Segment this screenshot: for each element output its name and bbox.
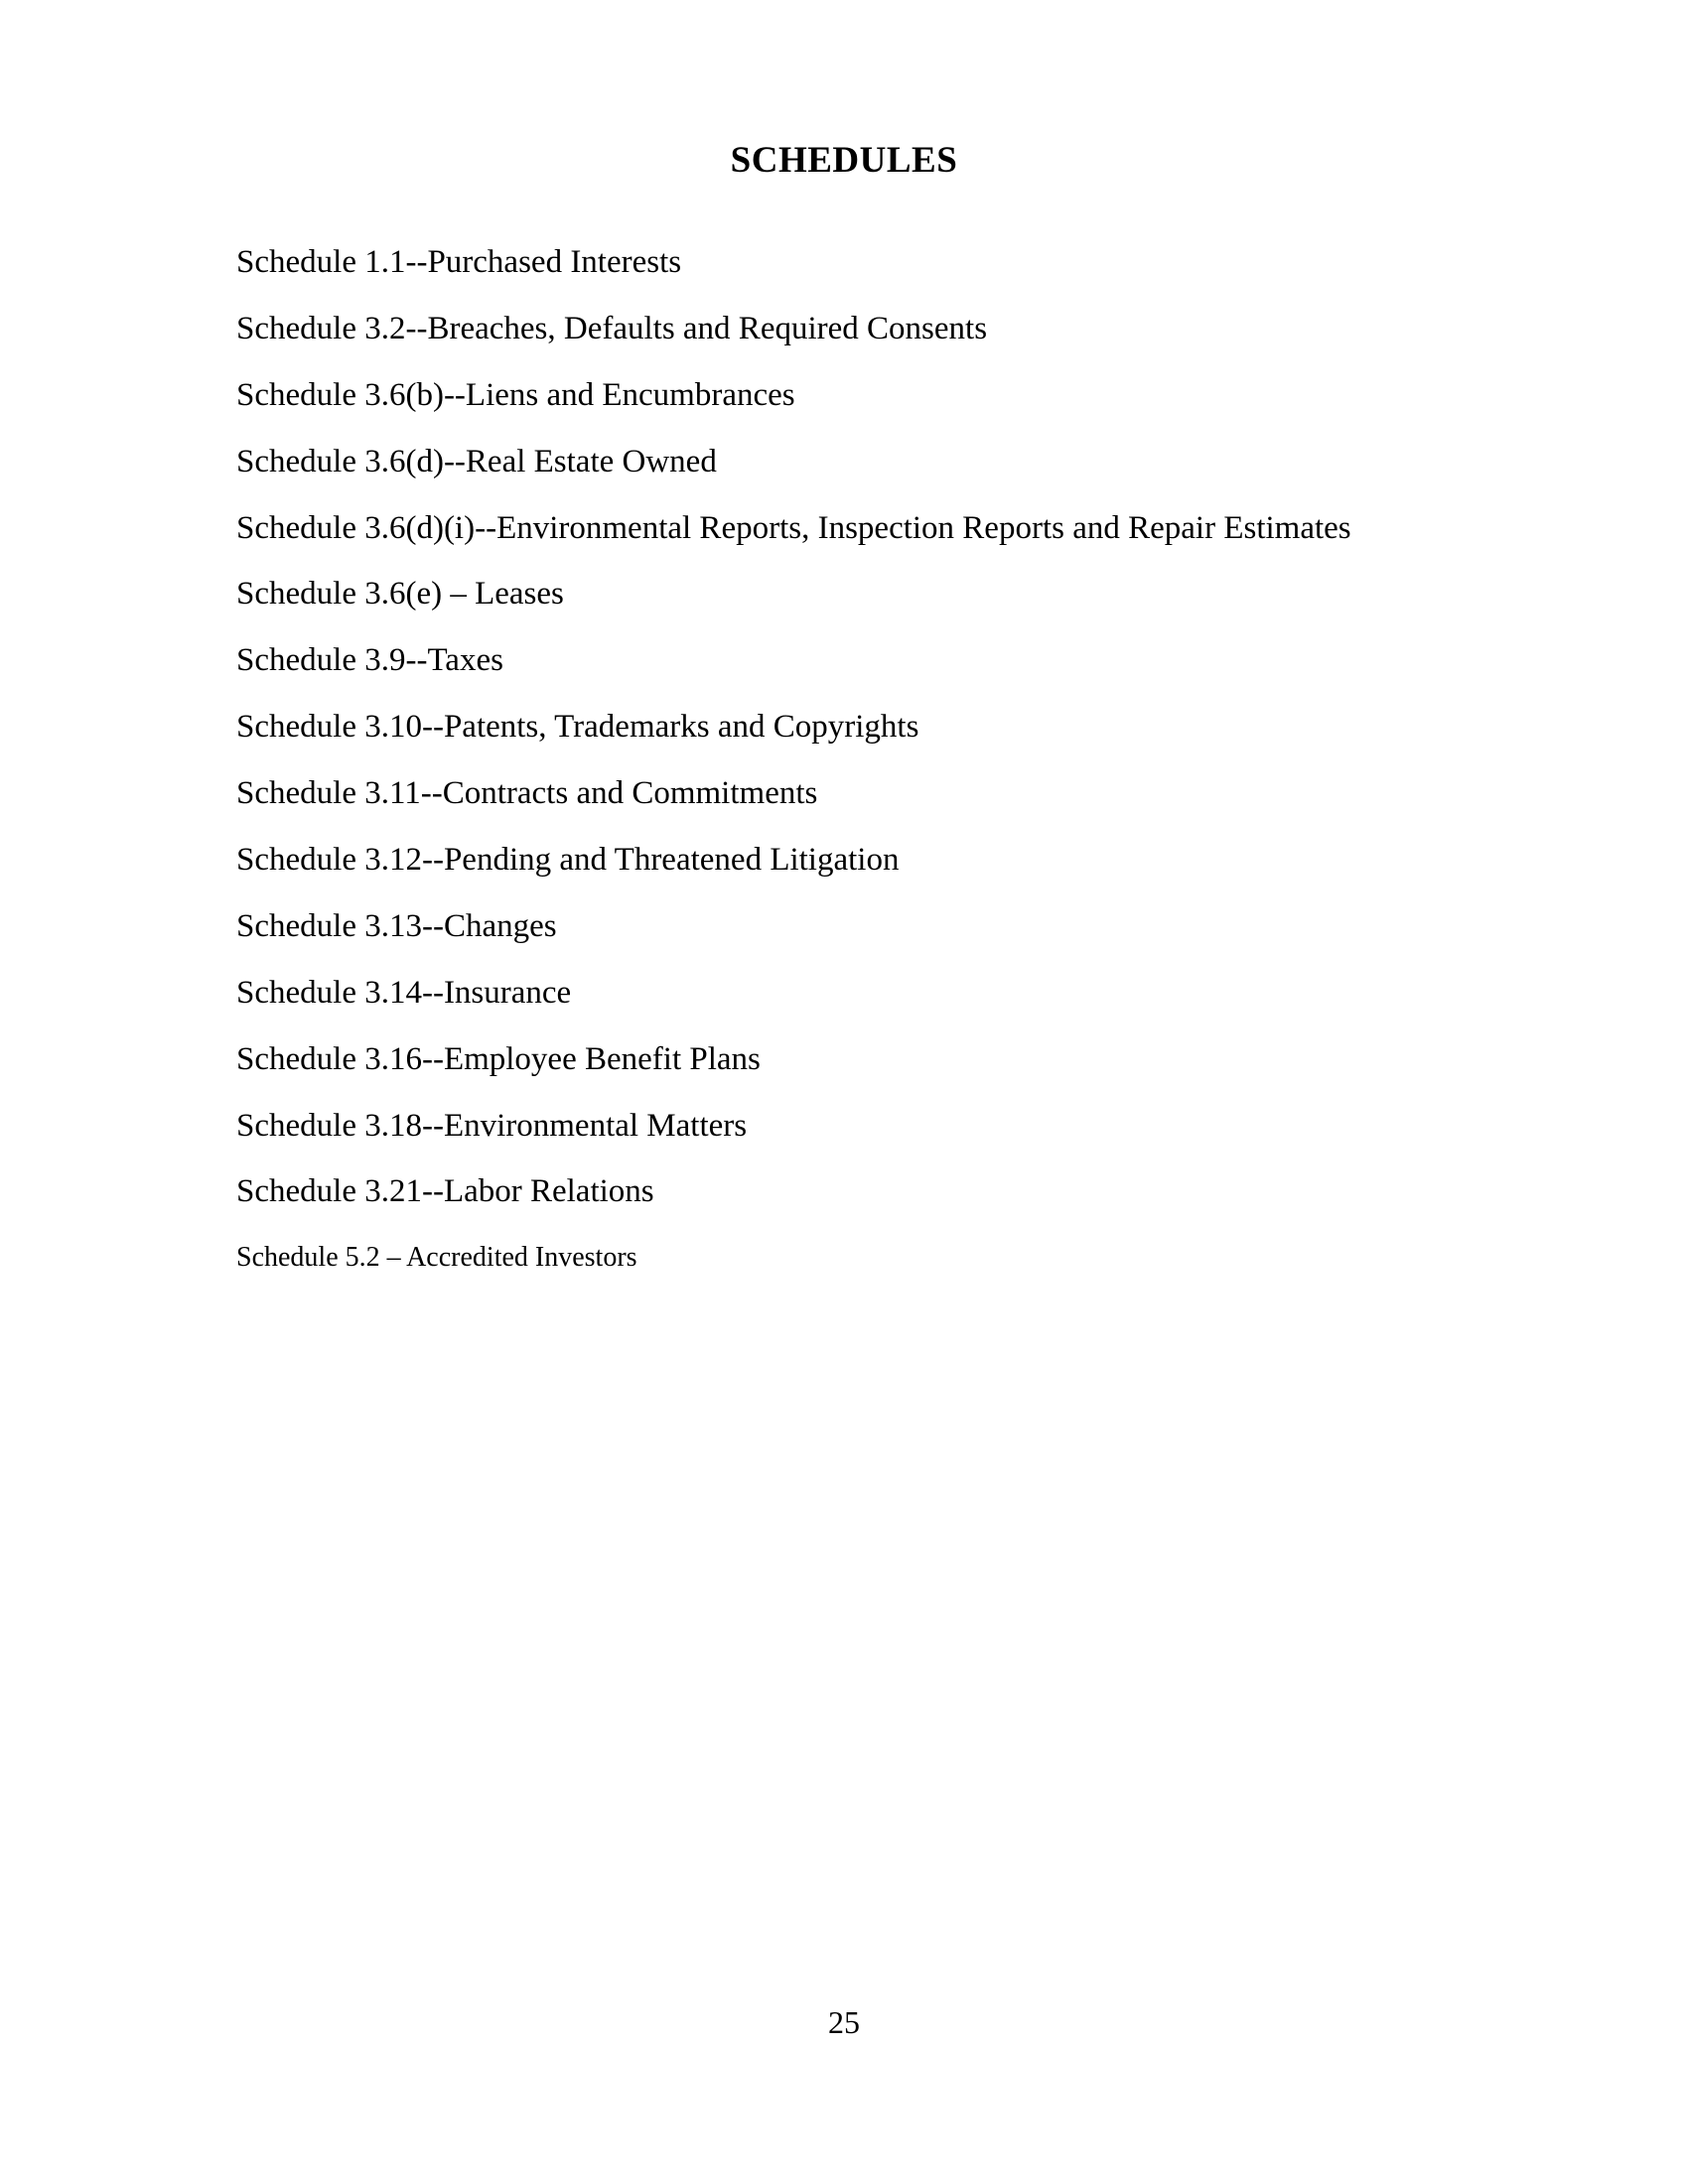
schedule-item: Schedule 3.6(d)(i)--Environmental Reports, Inspection Reports and Repair Estimates <box>236 509 1351 546</box>
schedule-item: Schedule 3.16--Employee Benefit Plans <box>236 1040 761 1077</box>
schedule-item: Schedule 3.6(d)--Real Estate Owned <box>236 443 717 479</box>
schedule-item: Schedule 3.10--Patents, Trademarks and Copyrights <box>236 709 919 746</box>
page-title: SCHEDULES <box>730 140 958 181</box>
page-number: 25 <box>828 2004 860 2040</box>
schedule-item: Schedule 3.13--Changes <box>236 907 557 944</box>
schedule-item: Schedule 3.6(e) – Leases <box>236 576 564 613</box>
schedule-item: Schedule 3.14--Insurance <box>236 974 572 1011</box>
schedule-item: Schedule 3.2--Breaches, Defaults and Required Consents <box>236 310 988 346</box>
schedule-item: Schedule 3.12--Pending and Threatened Litigation <box>236 842 900 879</box>
schedule-item: Schedule 3.18--Environmental Matters <box>236 1107 748 1144</box>
schedule-item: Schedule 3.11--Contracts and Commitments <box>236 775 818 812</box>
schedule-item: Schedule 3.9--Taxes <box>236 642 503 679</box>
schedule-item: Schedule 3.6(b)--Liens and Encumbrances <box>236 376 795 413</box>
schedule-item: Schedule 1.1--Purchased Interests <box>236 244 682 280</box>
schedule-item: Schedule 5.2 – Accredited Investors <box>236 1242 637 1274</box>
schedule-item: Schedule 3.21--Labor Relations <box>236 1173 654 1210</box>
schedule-list <box>236 229 1628 1292</box>
